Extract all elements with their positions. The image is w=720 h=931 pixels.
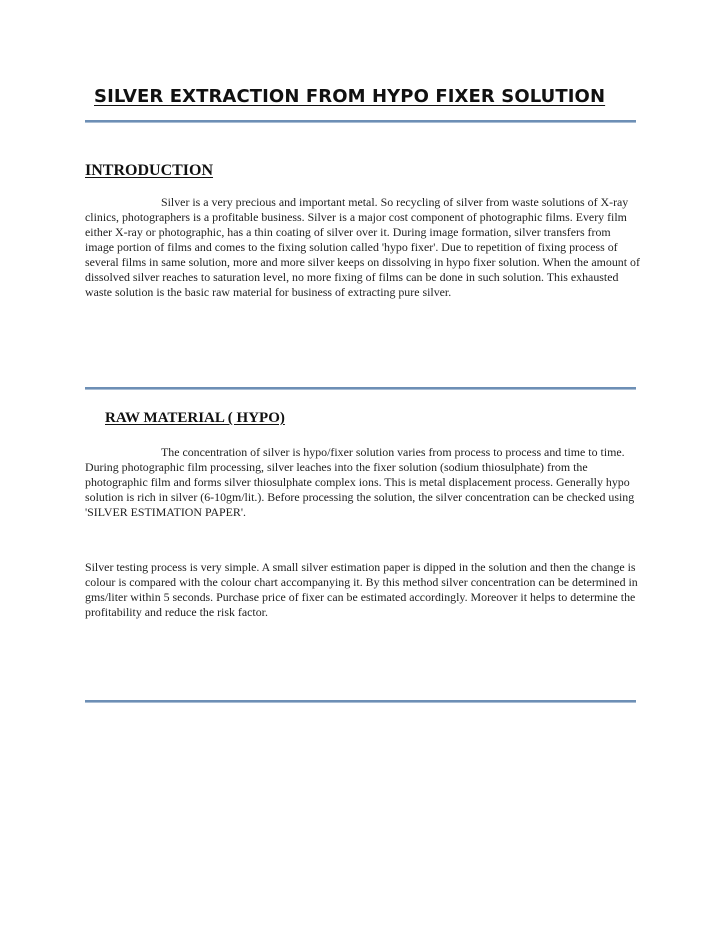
section-heading-raw-material: RAW MATERIAL ( HYPO) [105, 410, 285, 426]
raw-material-paragraph: The concentration of silver is hypo/fixer solution varies from process to process and time to time. During photographic film processing, silver leaches into the fixer solution (sodium thiosulphate) from the photographic film and forms silver thiosulphate complex ions. This is metal displacement process. Generally hypo solution is rich in silver (6-10gm/lit.). Before processing the solution, the silver concentration can be checked using 'SILVER ESTIMATION PAPER'. [85, 445, 635, 519]
section-divider-bottom [85, 700, 636, 702]
section-heading-introduction: INTRODUCTION [85, 162, 214, 179]
title-divider [85, 120, 636, 122]
silver-testing-paragraph: Silver testing process is very simple. A small silver estimation paper is dipped in the solution and then the change is colour is compared with the colour chart accompanying it. By this method silver concentration can be determined in gms/liter within 5 seconds. Purchase price of fixer can be estimated accordingly. Moreover it helps to determine the profitability and reduce the risk factor. [85, 560, 638, 619]
introduction-paragraph: Silver is a very precious and important metal. So recycling of silver from waste solutions of X-ray clinics, photographers is a profitable business. Silver is a major cost component of photographic films. Every film either X-ray or photographic, has a thin coating of silver over it. During image formation, silver transfers from image portion of films and comes to the fixing solution called 'hypo fixer'. Due to repetition of fixing process of several films in same solution, more and more silver keeps on dissolving in hypo fixer solution. When the amount of dissolved silver reaches to saturation level, no more fixing of films can be done in such solution. This exhausted waste solution is the basic raw material for business of extracting pure silver. [85, 195, 640, 299]
document-title: SILVER EXTRACTION FROM HYPO FIXER SOLUTION [94, 86, 606, 107]
section-divider [85, 387, 636, 389]
